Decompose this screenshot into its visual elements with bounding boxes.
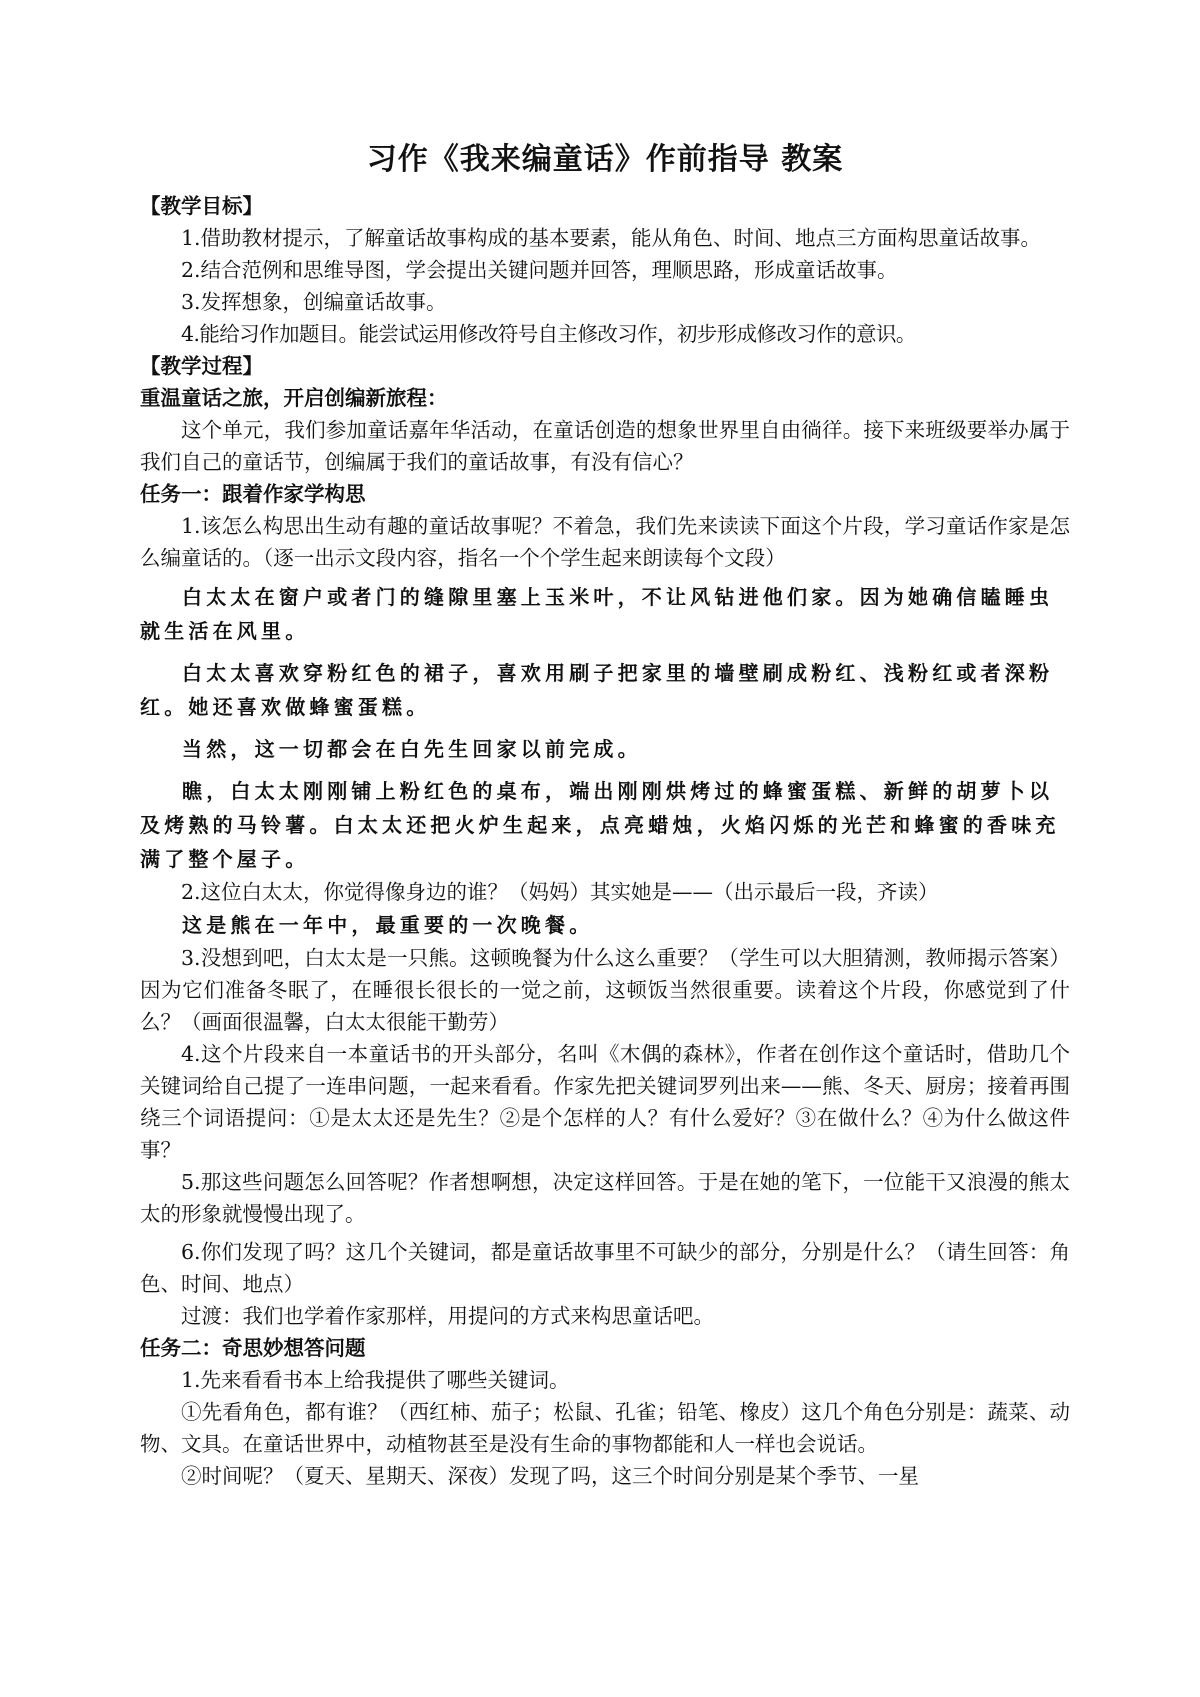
task2-paragraph: ①先看角色，都有谁？（西红柿、茄子；松鼠、孔雀；铅笔、橡皮）这几个角色分别是：蔬菜、动物、文具。在童话世界中，动植物甚至是没有生命的事物都能和人一样也会说话。 (140, 1400, 1070, 1456)
task1-heading: 任务一：跟着作家学构思 (140, 482, 366, 506)
transition-paragraph: 过渡：我们也学着作家那样，用提问的方式来构思童话吧。 (181, 1304, 714, 1328)
task1-paragraph: 4.这个片段来自一本童话书的开头部分，名叫《木偶的森林》，作者在创作这个童话时，借助几个关键词给自己提了一连串问题，一起来看看。作家先把关键词罗列出来——熊、冬天、厨房；接着再围绕三个词语提问：①是太太还是先生？②是个怎样的人？有什么爱好？③在做什么？④为什么做这件事？ (140, 1042, 1070, 1162)
goal-item: 1.借助教材提示，了解童话故事构成的基本要素，能从角色、时间、地点三方面构思童话故事。 (181, 226, 1042, 250)
task2-paragraph: ②时间呢？（夏天、星期天、深夜）发现了吗，这三个时间分别是某个季节、一星 (181, 1464, 919, 1488)
quote-paragraph: 白太太喜欢穿粉红色的裙子，喜欢用刷子把家里的墙壁刷成粉红、浅粉红或者深粉红。她还喜欢做蜂蜜蛋糕。 (140, 661, 1054, 719)
task1-paragraph: 1.该怎么构思出生动有趣的童话故事呢？不着急，我们先来读读下面这个片段，学习童话作家是怎么编童话的。（逐一出示文段内容，指名一个个学生起来朗读每个文段） (140, 514, 1070, 570)
intro-heading: 重温童话之旅，开启创编新旅程： (140, 386, 448, 410)
task1-paragraph: 3.没想到吧，白太太是一只熊。这顿晚餐为什么这么重要？（学生可以大胆猜测，教师揭示答案）因为它们准备冬眠了，在睡很长很长的一觉之前，这顿饭当然很重要。读着这个片段，你感觉到了什么？（画面很温馨，白太太很能干勤劳） (140, 946, 1070, 1034)
goal-item: 4.能给习作加题目。能尝试运用修改符号自主修改习作，初步形成修改习作的意识。 (181, 322, 916, 346)
quote-paragraph: 这是熊在一年中，最重要的一次晚餐。 (182, 913, 594, 937)
task1-paragraph: 6.你们发现了吗？这几个关键词，都是童话故事里不可缺少的部分，分别是什么？（请生回答：角色、时间、地点） (140, 1240, 1070, 1296)
task2-paragraph: 1.先来看看书本上给我提供了哪些关键词。 (181, 1368, 570, 1392)
task1-paragraph: 5.那这些问题怎么回答呢？作者想啊想，决定这样回答。于是在她的笔下，一位能干又浪漫的熊太太的形象就慢慢出现了。 (140, 1170, 1070, 1226)
process-heading: 【教学过程】 (140, 354, 263, 378)
task1-paragraph: 2.这位白太太，你觉得像身边的谁？（妈妈）其实她是——（出示最后一段，齐读） (181, 880, 939, 904)
goals-heading: 【教学目标】 (140, 194, 263, 218)
quote-paragraph: 瞧，白太太刚刚铺上粉红色的桌布，端出刚刚烘烤过的蜂蜜蛋糕、新鲜的胡萝卜以及烤熟的马铃薯。白太太还把火炉生起来，点亮蜡烛，火焰闪烁的光芒和蜂蜜的香味充满了整个屋子。 (140, 779, 1060, 871)
goal-item: 3.发挥想象，创编童话故事。 (181, 290, 447, 314)
quote-paragraph: 白太太在窗户或者门的缝隙里塞上玉米叶，不让风钻进他们家。因为她确信瞌睡虫就生活在风里。 (140, 585, 1054, 643)
task2-heading: 任务二：奇思妙想答问题 (140, 1336, 366, 1360)
intro-paragraph: 这个单元，我们参加童话嘉年华活动，在童话创造的想象世界里自由徜徉。接下来班级要举办属于我们自己的童话节，创编属于我们的童话故事，有没有信心？ (140, 418, 1070, 474)
document-page (140, 140, 1070, 1492)
page-title: 习作《我来编童话》作前指导 教案 (366, 142, 844, 177)
goal-item: 2.结合范例和思维导图，学会提出关键问题并回答，理顺思路，形成童话故事。 (181, 258, 898, 282)
quote-paragraph: 当然，这一切都会在白先生回家以前完成。 (182, 737, 642, 761)
